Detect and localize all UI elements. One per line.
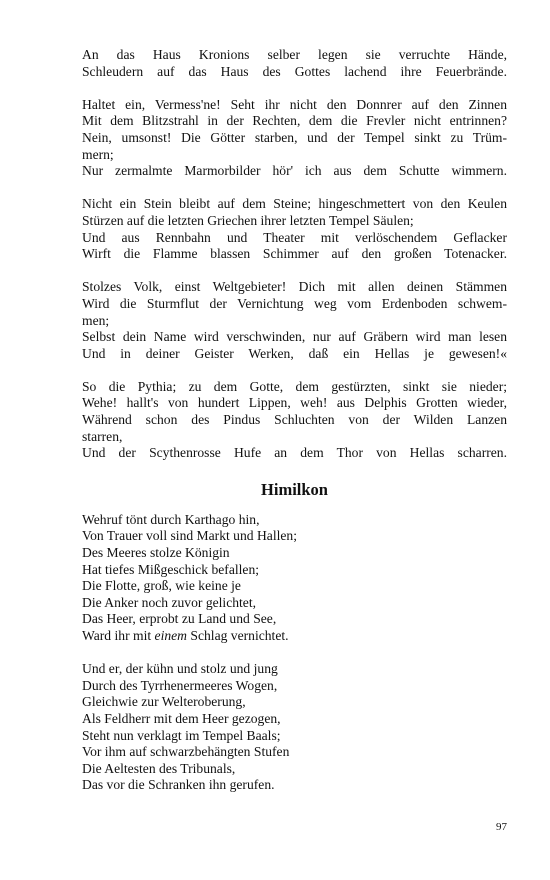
- verse-line: Hat tiefes Mißgeschick befallen;: [82, 561, 260, 577]
- verse-line: Als Feldherr mit dem Heer gezogen,: [82, 710, 281, 726]
- verse-line: Nicht ein Stein bleibt auf dem Steine; hingeschmettert von den Keulen: [82, 196, 507, 212]
- verse-line: Stolzes Volk, einst Weltgebieter! Dich mit allen deinen Stämmen: [82, 279, 507, 295]
- verse-line: Wehruf tönt durch Karthago hin,: [82, 511, 260, 527]
- verse-line: Die Anker noch zuvor gelichtet,: [82, 594, 257, 610]
- verse-line: Die Flotte, groß, wie keine je: [82, 578, 241, 594]
- verse-line: men;: [82, 312, 110, 328]
- page-number: 97: [496, 821, 507, 833]
- verse-line: Das Heer, erprobt zu Land und See,: [82, 611, 277, 627]
- verse-line: Des Meeres stolze Königin: [82, 545, 230, 561]
- verse-line: Nur zermalmte Marmorbilder hör' ich aus dem Schutte wimmern.: [82, 163, 507, 179]
- verse-line: starren,: [82, 428, 123, 444]
- verse-line: Haltet ein, Vermess'ne! Seht ihr nicht den Donnrer auf den Zinnen: [82, 96, 507, 112]
- verse-line: Das vor die Schranken ihn gerufen.: [82, 777, 275, 793]
- verse-line: Stürzen auf die letzten Griechen ihrer letzten Tempel Säulen;: [82, 212, 414, 228]
- verse-line: An das Haus Kronions selber legen sie verruchte Hände,: [82, 47, 507, 62]
- verse-text: Ward ihr mit: [82, 628, 155, 643]
- emphasized-word: einem: [154, 628, 187, 643]
- stanza: [82, 512, 507, 645]
- verse-line: Während schon des Pindus Schluchten von der Wilden Lanzen: [82, 412, 507, 428]
- stanza: [82, 279, 507, 362]
- verse-line: mern;: [82, 146, 114, 162]
- verse-line: Von Trauer voll sind Markt und Hallen;: [82, 528, 297, 544]
- stanza: [82, 196, 507, 262]
- verse-line: Und der Scythenrosse Hufe an dem Thor von Hellas scharren.: [82, 445, 507, 461]
- verse-line: Und er, der kühn und stolz und jung: [82, 661, 278, 677]
- verse-line: Wird die Sturmflut der Vernichtung weg vom Erdenboden schwem-: [82, 295, 507, 311]
- verse-line: Nein, umsonst! Die Götter starben, und der Tempel sinkt zu Trüm-: [82, 129, 507, 145]
- stanza: [82, 661, 507, 794]
- stanza: [82, 97, 507, 180]
- verse-line: Schleudern auf das Haus des Gottes lachend ihre Feuerbrände.: [82, 63, 507, 79]
- verse-line: Wirft die Flamme blassen Schimmer auf den großen Totenacker.: [82, 246, 507, 262]
- verse-line: Die Aeltesten des Tribunals,: [82, 760, 236, 776]
- text-block: [82, 47, 507, 811]
- verse-line: Wehe! hallt's von hundert Lippen, weh! aus Delphis Grotten wieder,: [82, 395, 507, 411]
- verse-line: Mit dem Blitzstrahl in der Rechten, dem die Frevler nicht entrinnen?: [82, 113, 507, 129]
- verse-line: [82, 628, 507, 645]
- verse-line: Gleichwie zur Welteroberung,: [82, 694, 246, 710]
- verse-line: Selbst dein Name wird verschwinden, nur auf Gräbern wird man lesen: [82, 329, 507, 345]
- poem-title: Himilkon: [261, 479, 328, 499]
- verse-line: Und aus Rennbahn und Theater mit verlöschendem Geflacker: [82, 229, 507, 245]
- verse-line: Durch des Tyrrhenermeeres Wogen,: [82, 677, 278, 693]
- verse-line: Vor ihm auf schwarzbehängten Stufen: [82, 744, 290, 760]
- verse-text: Schlag vernichtet.: [187, 628, 289, 643]
- stanza: [82, 379, 507, 462]
- stanza: [82, 47, 507, 80]
- verse-line: Steht nun verklagt im Tempel Baals;: [82, 727, 281, 743]
- verse-line: Und in deiner Geister Werken, daß ein Hellas je gewesen!«: [82, 345, 507, 361]
- verse-line: So die Pythia; zu dem Gotte, dem gestürzten, sinkt sie nieder;: [82, 378, 507, 394]
